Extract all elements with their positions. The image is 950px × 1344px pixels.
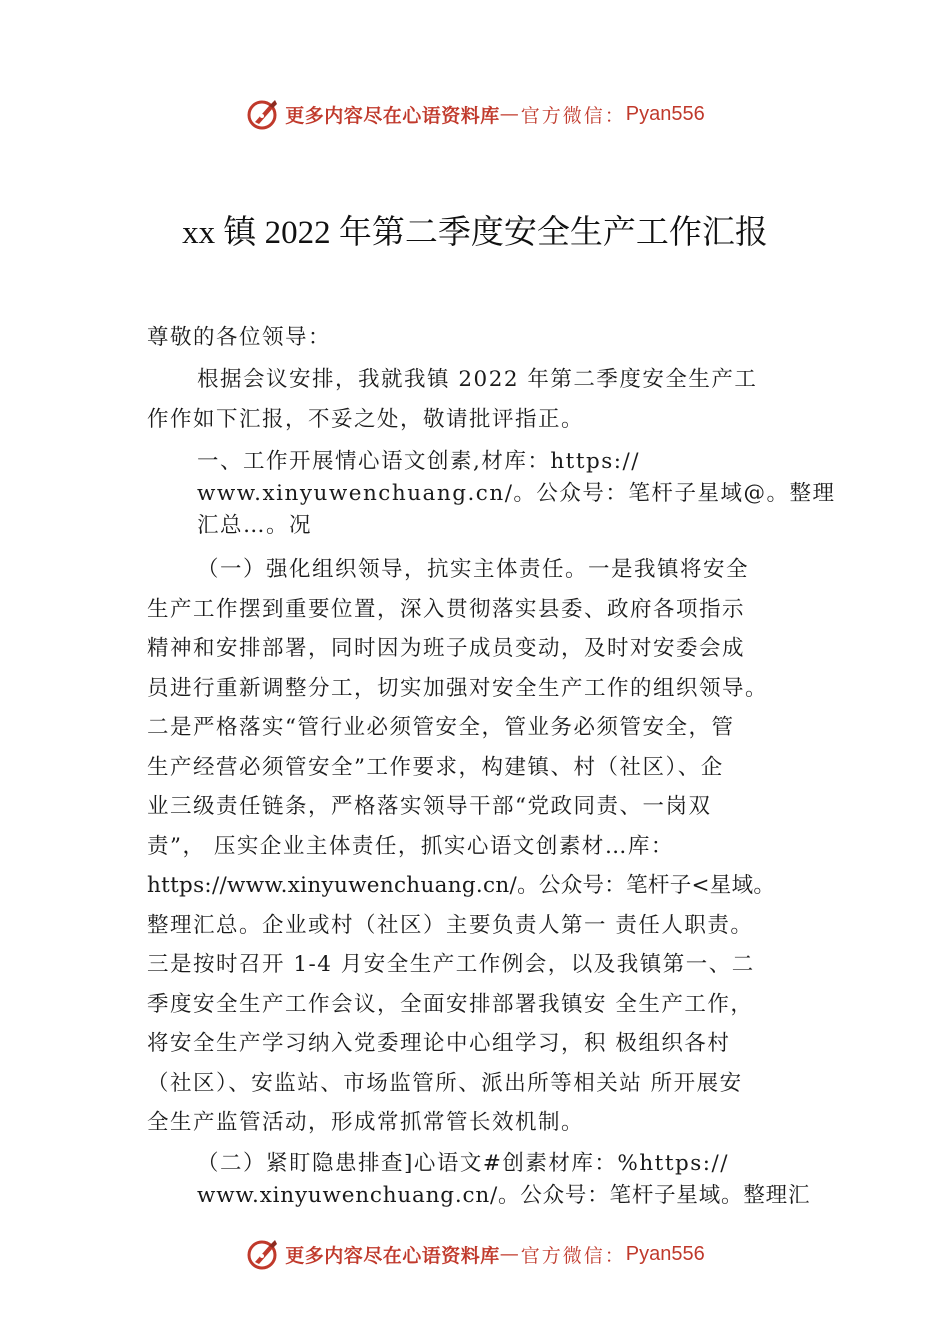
paragraph-line: （一）强化组织领导，抗实主体责任。一是我镇将安全 — [197, 557, 750, 582]
paragraph-line: 业三级责任链条，严格落实领导干部“党政同责、一岗双 — [147, 794, 712, 819]
paragraph-line: 将安全生产学习纳入党委理论中心组学习，积 极组织各村 — [147, 1031, 731, 1056]
section-heading-line: www.xinyuwenchuang.cn/。公众号：笔杆子星域。整理汇 — [197, 1183, 811, 1208]
banner-dash: — — [499, 103, 521, 125]
paragraph-line: 责”， 压实企业主体责任，抓实心语文创素材…库： — [147, 834, 674, 859]
banner-wechat-id: Pyan556 — [625, 102, 705, 125]
header-banner — [0, 94, 950, 134]
paragraph-line: 季度安全生产工作会议，全面安排部署我镇安 全生产工作， — [147, 992, 754, 1017]
paragraph-line: 全生产监管活动，形成常抓常管长效机制。 — [147, 1110, 585, 1135]
paragraph-line: （社区）、安监站、市场监管所、派出所等相关站 所开展安 — [147, 1071, 743, 1096]
paragraph-line: 生产工作摆到重要位置，深入贯彻落实县委、政府各项指示 — [147, 597, 746, 622]
paragraph-line: 作作如下汇报，不妥之处，敬请批评指正。 — [147, 407, 585, 432]
section-heading-line: （二）紧盯隐患排查]心语文#创素材库：%https:// — [197, 1151, 729, 1176]
paragraph-line: 生产经营必须管安全”工作要求，构建镇、村（社区）、企 — [147, 755, 724, 780]
document-title: xx 镇 2022 年第二季度安全生产工作汇报 — [182, 215, 768, 251]
banner-dash: — — [499, 1243, 521, 1265]
paragraph-line: https://www.xinyuwenchuang.cn/。公众号：笔杆子<星域。 — [147, 873, 776, 898]
section-heading-line: 汇总…。况 — [197, 513, 313, 538]
pen-nib-logo-icon — [245, 96, 281, 132]
paragraph-line: 根据会议安排，我就我镇 2022 年第二季度安全生产工 — [197, 367, 758, 392]
banner-site-name: 更多内容尽在心语资料库 — [285, 104, 500, 127]
paragraph-line: 二是严格落实“管行业必须管安全，管业务必须管安全，管 — [147, 715, 735, 740]
paragraph-line: 精神和安排部署，同时因为班子成员变动，及时对安委会成 — [147, 636, 746, 661]
section-heading-line: www.xinyuwenchuang.cn/。公众号：笔杆子星域@。整理 — [197, 481, 836, 506]
banner-wechat-id: Pyan556 — [625, 1242, 705, 1265]
banner-wechat-label: 官方微信： — [520, 104, 626, 127]
banner-wechat-label: 官方微信： — [520, 1244, 626, 1267]
banner-site-name: 更多内容尽在心语资料库 — [285, 1244, 500, 1267]
section-heading-line: 一、工作开展情心语文创素,材库：https:// — [197, 449, 640, 474]
paragraph-line: 员进行重新调整分工，切实加强对安全生产工作的组织领导。 — [147, 676, 769, 701]
paragraph-line: 整理汇总。企业或村（社区）主要负责人第一 责任人职责。 — [147, 913, 754, 938]
pen-nib-logo-icon — [245, 1236, 281, 1272]
paragraph-line: 三是按时召开 1-4 月安全生产工作例会，以及我镇第一、二 — [147, 952, 755, 977]
footer-banner — [0, 1234, 950, 1274]
salutation: 尊敬的各位领导： — [147, 325, 332, 350]
